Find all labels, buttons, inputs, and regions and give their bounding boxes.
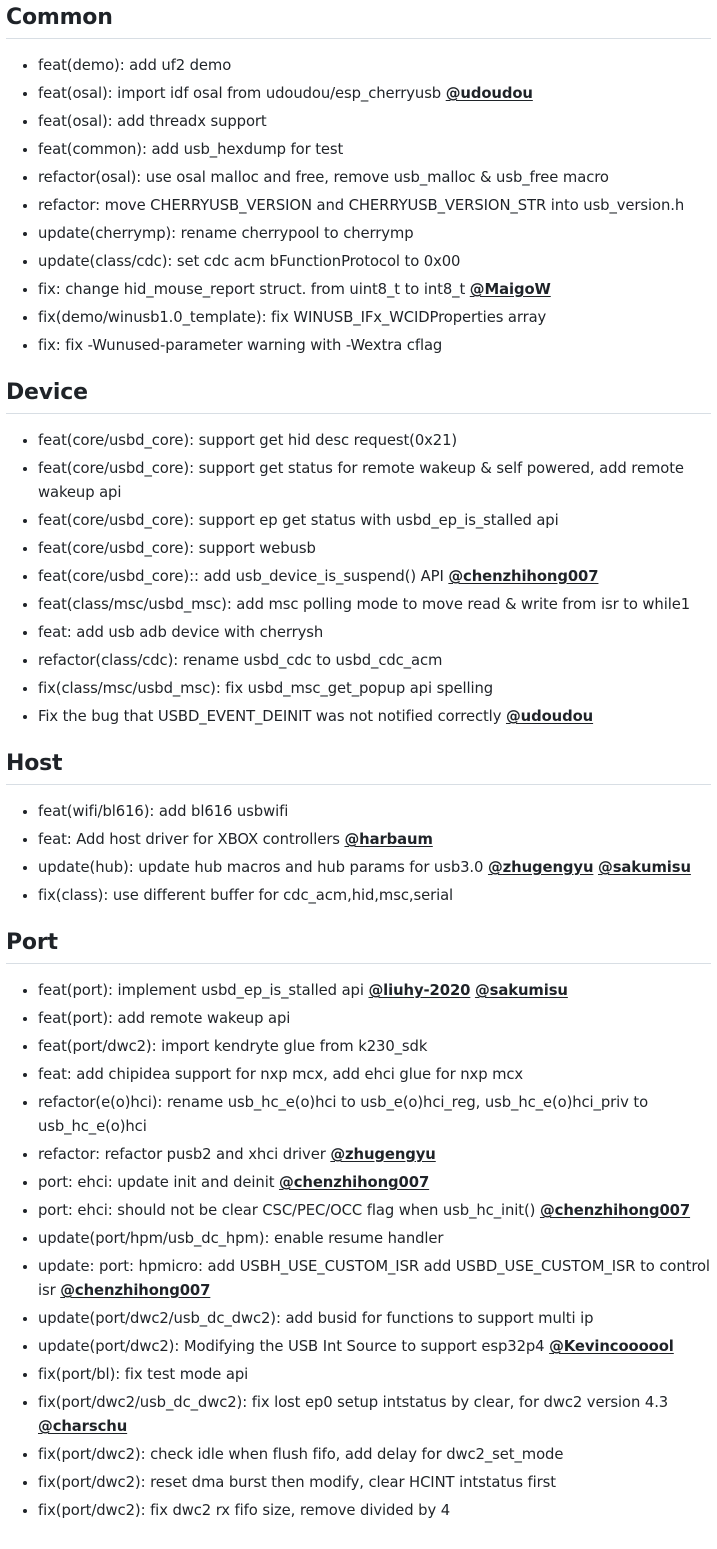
change-text: fix: change hid_mouse_report struct. from uint8_t to int8_t <box>38 281 466 298</box>
change-text: feat: add chipidea support for nxp mcx, add ehci glue for nxp mcx <box>38 1066 524 1083</box>
user-mention-link[interactable]: @zhugengyu <box>330 1146 436 1163</box>
change-text: refactor: move CHERRYUSB_VERSION and CHERRYUSB_VERSION_STR into usb_version.h <box>38 197 685 214</box>
change-item <box>38 1007 711 1031</box>
change-text: update(hub): update hub macros and hub params for usb3.0 <box>38 859 484 876</box>
user-mention-link[interactable]: @sakumisu <box>598 859 691 876</box>
section-device <box>6 374 711 729</box>
user-mention-link[interactable]: @liuhy-2020 <box>368 982 471 999</box>
change-text: fix: fix -Wunused-parameter warning with -Wextra cflag <box>38 337 443 354</box>
change-item <box>38 1143 711 1167</box>
change-item <box>38 800 711 824</box>
user-mention-link[interactable]: @chenzhihong007 <box>60 1282 211 1299</box>
change-text: fix(demo/winusb1.0_template): fix WINUSB_IFx_WCIDProperties array <box>38 309 547 326</box>
change-list <box>6 54 711 358</box>
change-item <box>38 884 711 908</box>
change-item <box>38 649 711 673</box>
change-text: refactor(osal): use osal malloc and free, remove usb_malloc & usb_free macro <box>38 169 609 186</box>
change-item <box>38 222 711 246</box>
change-item <box>38 1063 711 1087</box>
user-mention-link[interactable]: @chenzhihong007 <box>448 568 599 585</box>
user-mention-link[interactable]: @sakumisu <box>474 982 568 999</box>
change-item <box>38 565 711 589</box>
change-text: feat(core/usbd_core): support ep get status with usbd_ep_is_stalled api <box>38 512 559 529</box>
user-mention-link[interactable]: @Kevincoooool <box>549 1338 674 1355</box>
change-item <box>38 278 711 302</box>
change-item <box>38 1199 711 1223</box>
section-heading: Port <box>6 924 711 964</box>
change-item <box>38 1171 711 1195</box>
change-item <box>38 677 711 701</box>
section-common <box>6 0 711 358</box>
change-item <box>38 509 711 533</box>
change-item <box>38 82 711 106</box>
change-list <box>6 979 711 1523</box>
user-mention-link[interactable]: @chenzhihong007 <box>279 1174 430 1191</box>
change-item <box>38 334 711 358</box>
change-text: port: ehci: should not be clear CSC/PEC/OCC flag when usb_hc_init() <box>38 1202 536 1219</box>
change-text: feat(core/usbd_core): support get status for remote wakeup & self powered, add remote wakeup api <box>38 460 684 501</box>
change-item <box>38 828 711 852</box>
change-text: fix(class): use different buffer for cdc_acm,hid,msc,serial <box>38 887 454 904</box>
change-text: feat: Add host driver for XBOX controllers <box>38 831 340 848</box>
change-item <box>38 429 711 453</box>
change-item <box>38 250 711 274</box>
change-text: feat(class/msc/usbd_msc): add msc polling mode to move read & write from isr to while1 <box>38 596 691 613</box>
change-text: feat(wifi/bl616): add bl616 usbwifi <box>38 803 289 820</box>
change-item <box>38 856 711 880</box>
user-mention-link[interactable]: @udoudou <box>445 85 533 102</box>
change-item <box>38 1443 711 1467</box>
change-item <box>38 1363 711 1387</box>
change-text: update: port: hpmicro: add USBH_USE_CUSTOM_ISR add USBD_USE_CUSTOM_ISR to control isr <box>38 1258 710 1299</box>
change-item <box>38 54 711 78</box>
change-item <box>38 457 711 505</box>
change-text: feat(core/usbd_core): support webusb <box>38 540 316 557</box>
change-text: port: ehci: update init and deinit <box>38 1174 275 1191</box>
change-item <box>38 621 711 645</box>
change-text: fix(port/dwc2): check idle when flush fifo, add delay for dwc2_set_mode <box>38 1446 564 1463</box>
change-item <box>38 537 711 561</box>
change-item <box>38 110 711 134</box>
change-text: fix(port/bl): fix test mode api <box>38 1366 249 1383</box>
change-item <box>38 1335 711 1359</box>
change-item <box>38 1499 711 1523</box>
change-item <box>38 1471 711 1495</box>
change-text: fix(port/dwc2): fix dwc2 rx fifo size, remove divided by 4 <box>38 1502 451 1519</box>
change-text: feat(core/usbd_core):: add usb_device_is_suspend() API <box>38 568 444 585</box>
section-heading: Host <box>6 745 711 785</box>
change-item <box>38 1255 711 1303</box>
change-text: fix(class/msc/usbd_msc): fix usbd_msc_get_popup api spelling <box>38 680 494 697</box>
section-host <box>6 745 711 908</box>
change-text: feat(port): add remote wakeup api <box>38 1010 291 1027</box>
change-text: feat(osal): import idf osal from udoudou/esp_cherryusb <box>38 85 442 102</box>
change-item <box>38 979 711 1003</box>
section-heading: Device <box>6 374 711 414</box>
change-text: feat(osal): add threadx support <box>38 113 267 130</box>
change-item <box>38 306 711 330</box>
user-mention-link[interactable]: @udoudou <box>505 708 594 725</box>
change-text: refactor(e(o)hci): rename usb_hc_e(o)hci to usb_e(o)hci_reg, usb_hc_e(o)hci_priv to usb_hc_e(o)hci <box>38 1094 649 1135</box>
user-mention-link[interactable]: @MaigoW <box>469 281 551 298</box>
change-text: update(class/cdc): set cdc acm bFunctionProtocol to 0x00 <box>38 253 461 270</box>
change-text: Fix the bug that USBD_EVENT_DEINIT was not notified correctly <box>38 708 502 725</box>
user-mention-link[interactable]: @harbaum <box>344 831 433 848</box>
change-item <box>38 166 711 190</box>
change-text: update(port/hpm/usb_dc_hpm): enable resume handler <box>38 1230 444 1247</box>
change-text: update(port/dwc2/usb_dc_dwc2): add busid for functions to support multi ip <box>38 1310 594 1327</box>
change-text: fix(port/dwc2/usb_dc_dwc2): fix lost ep0 setup intstatus by clear, for dwc2 version 4.3 <box>38 1394 669 1411</box>
change-item <box>38 705 711 729</box>
change-text: update(cherrymp): rename cherrypool to cherrymp <box>38 225 414 242</box>
change-text: feat(core/usbd_core): support get hid desc request(0x21) <box>38 432 458 449</box>
change-item <box>38 1307 711 1331</box>
change-text: feat(port): implement usbd_ep_is_stalled api <box>38 982 364 999</box>
change-item <box>38 1227 711 1251</box>
change-item <box>38 138 711 162</box>
change-text: feat(demo): add uf2 demo <box>38 57 232 74</box>
user-mention-link[interactable]: @zhugengyu <box>487 859 594 876</box>
change-text: refactor: refactor pusb2 and xhci driver <box>38 1146 326 1163</box>
change-item <box>38 593 711 617</box>
user-mention-link[interactable]: @charschu <box>38 1418 128 1435</box>
change-text: feat(port/dwc2): import kendryte glue from k230_sdk <box>38 1038 428 1055</box>
change-text: feat: add usb adb device with cherrysh <box>38 624 324 641</box>
change-text: refactor(class/cdc): rename usbd_cdc to usbd_cdc_acm <box>38 652 443 669</box>
change-item <box>38 1035 711 1059</box>
change-list <box>6 800 711 908</box>
user-mention-link[interactable]: @chenzhihong007 <box>539 1202 691 1219</box>
section-heading: Common <box>6 0 711 39</box>
section-port <box>6 924 711 1523</box>
change-item <box>38 194 711 218</box>
change-text: fix(port/dwc2): reset dma burst then modify, clear HCINT intstatus first <box>38 1474 556 1491</box>
change-item <box>38 1391 711 1439</box>
change-text: feat(common): add usb_hexdump for test <box>38 141 344 158</box>
change-item <box>38 1091 711 1139</box>
change-list <box>6 429 711 729</box>
change-text: update(port/dwc2): Modifying the USB Int Source to support esp32p4 <box>38 1338 545 1355</box>
